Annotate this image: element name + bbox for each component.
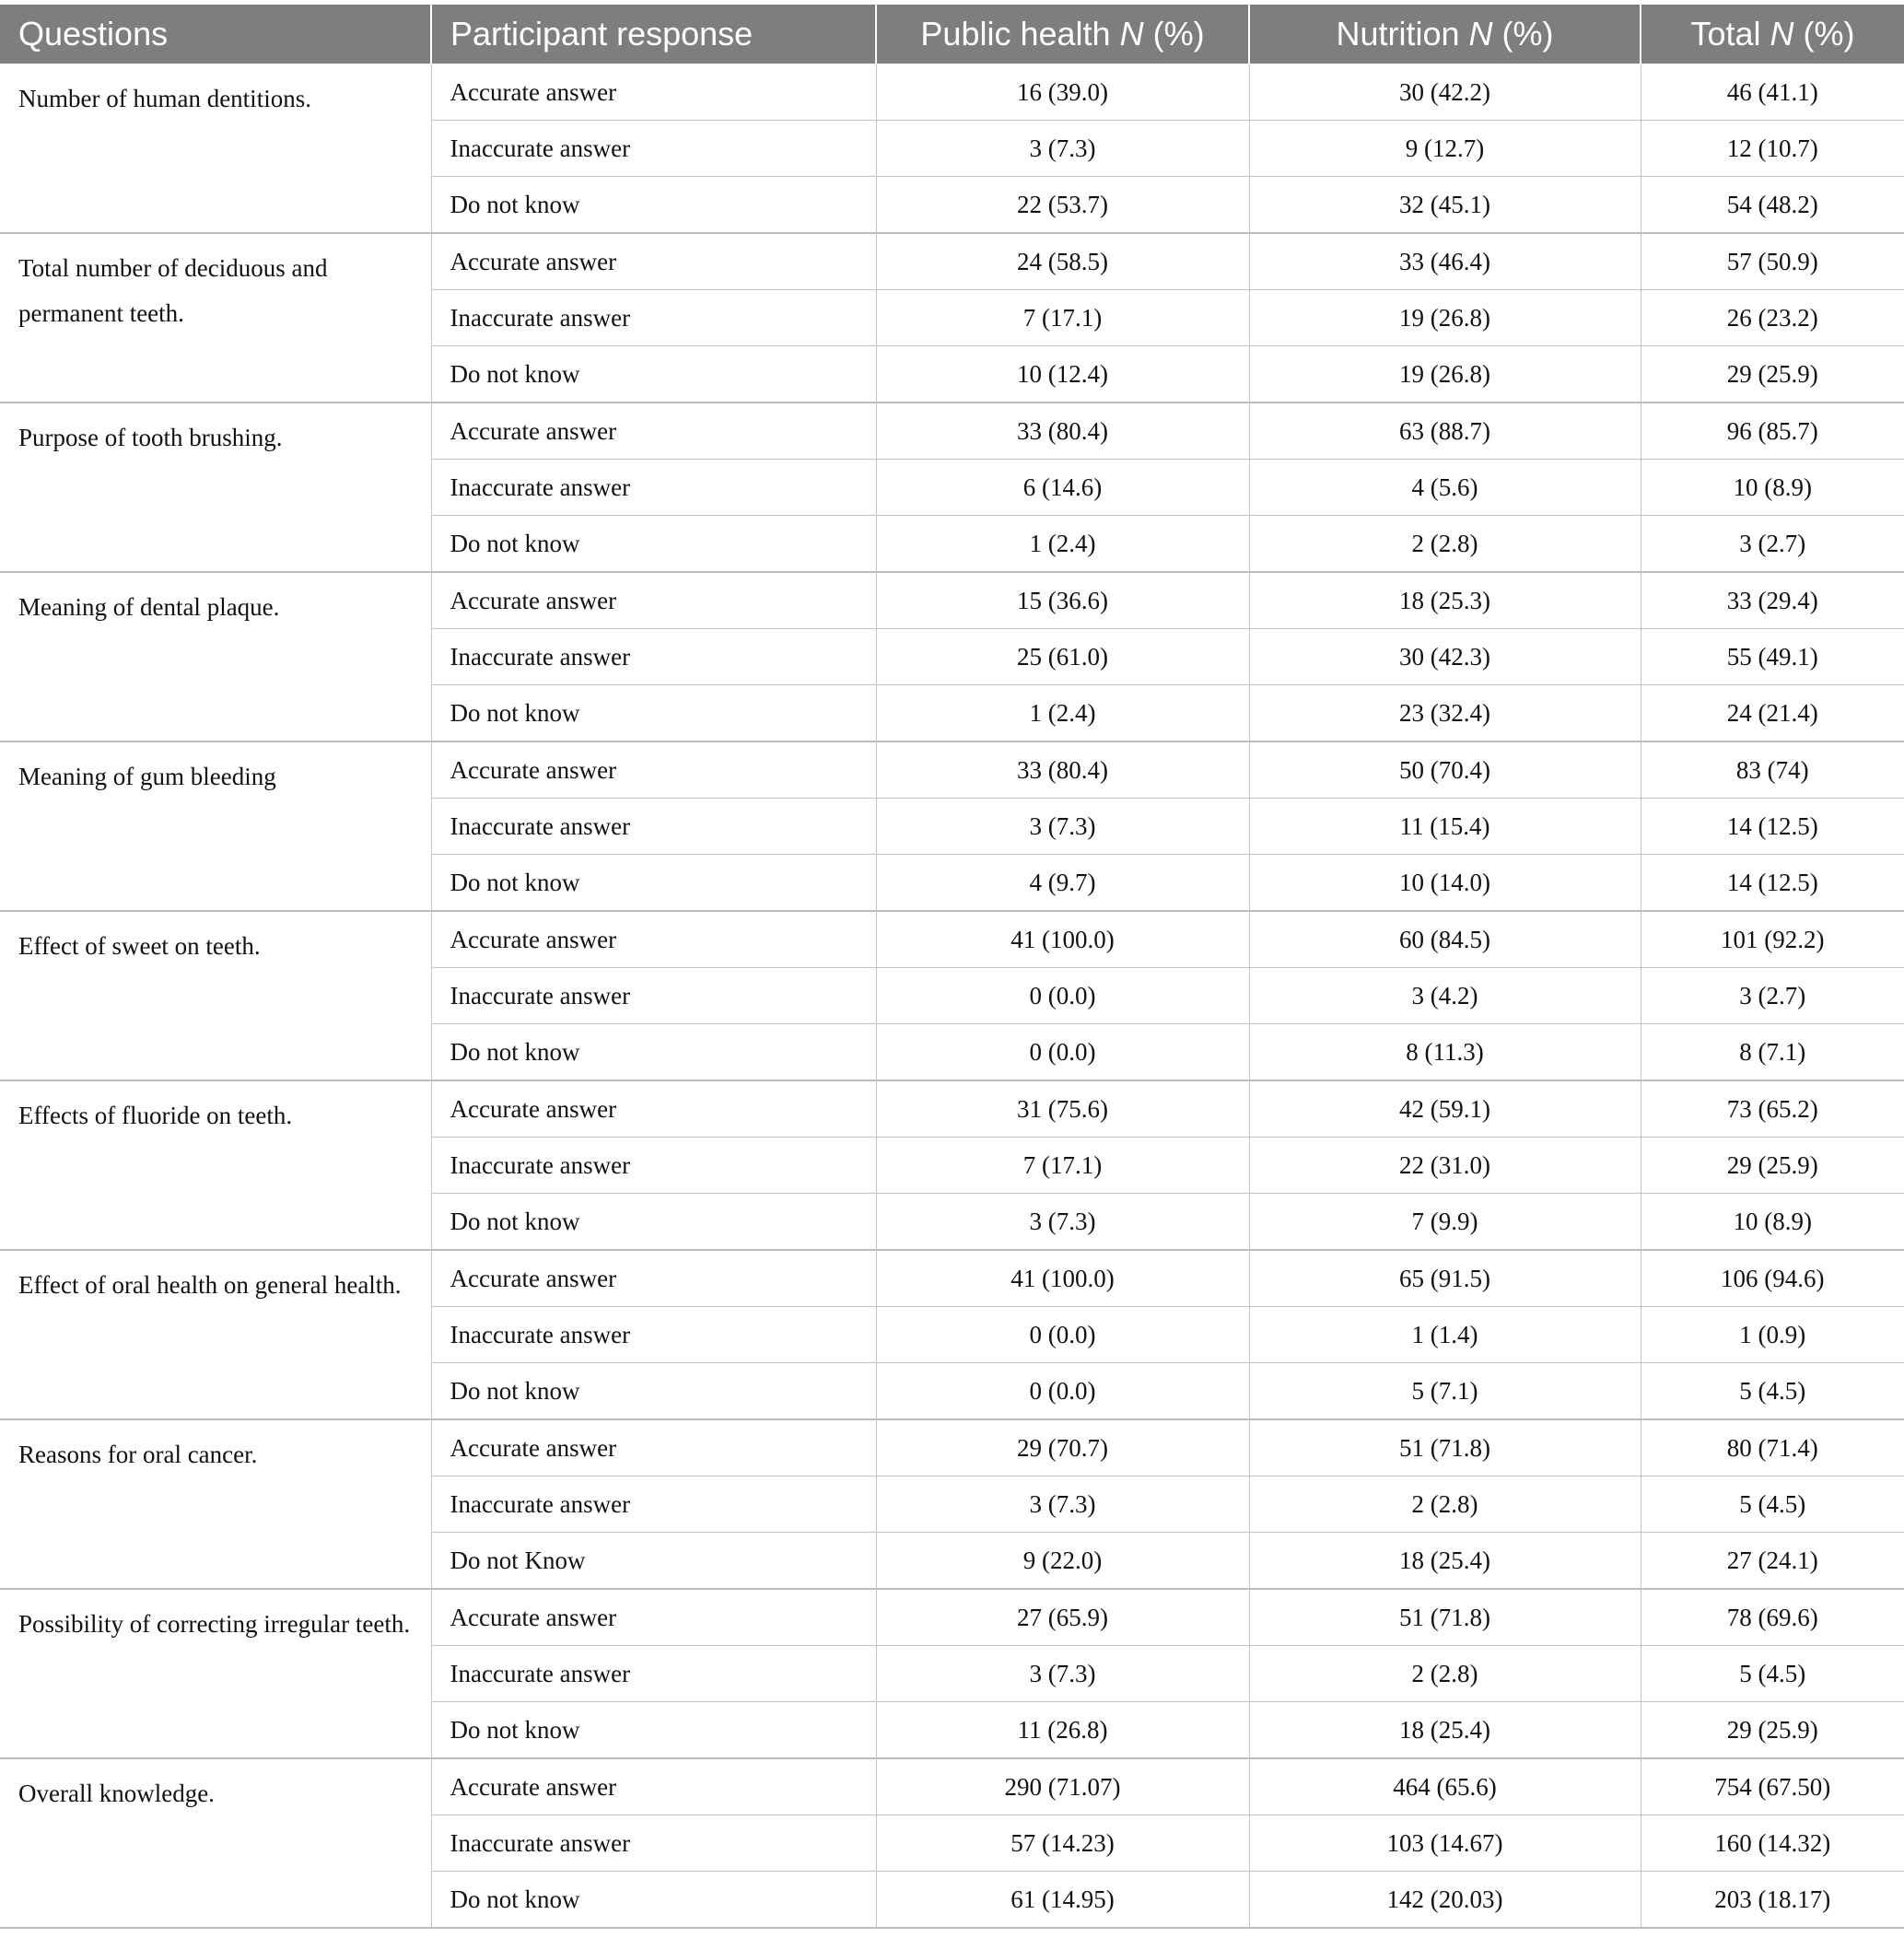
total-cell: 24 (21.4)	[1641, 685, 1904, 742]
total-cell: 26 (23.2)	[1641, 290, 1904, 346]
total-cell: 5 (4.5)	[1641, 1363, 1904, 1420]
response-cell: Inaccurate answer	[431, 1646, 876, 1702]
total-cell: 46 (41.1)	[1641, 64, 1904, 121]
nutrition-cell: 4 (5.6)	[1249, 460, 1641, 516]
total-cell: 754 (67.50)	[1641, 1758, 1904, 1815]
question-cell: Effect of sweet on teeth.	[0, 911, 431, 1080]
response-cell: Inaccurate answer	[431, 968, 876, 1024]
response-cell: Do not know	[431, 1194, 876, 1251]
table-row	[0, 1758, 1904, 1815]
public-health-cell: 7 (17.1)	[876, 1138, 1249, 1194]
nutrition-cell: 3 (4.2)	[1249, 968, 1641, 1024]
response-cell: Accurate answer	[431, 403, 876, 460]
total-cell: 10 (8.9)	[1641, 460, 1904, 516]
response-cell: Do not know	[431, 516, 876, 573]
response-cell: Inaccurate answer	[431, 629, 876, 685]
nutrition-cell: 1 (1.4)	[1249, 1307, 1641, 1363]
public-health-cell: 15 (36.6)	[876, 572, 1249, 629]
table-row	[0, 64, 1904, 121]
total-cell: 3 (2.7)	[1641, 516, 1904, 573]
total-cell: 29 (25.9)	[1641, 346, 1904, 403]
nutrition-cell: 2 (2.8)	[1249, 1646, 1641, 1702]
table-row	[0, 1589, 1904, 1646]
public-health-cell: 41 (100.0)	[876, 911, 1249, 968]
nutrition-cell: 23 (32.4)	[1249, 685, 1641, 742]
response-cell: Do not know	[431, 685, 876, 742]
nutrition-cell: 30 (42.3)	[1249, 629, 1641, 685]
response-cell: Inaccurate answer	[431, 460, 876, 516]
total-cell: 54 (48.2)	[1641, 177, 1904, 234]
total-cell: 14 (12.5)	[1641, 855, 1904, 912]
response-cell: Accurate answer	[431, 1250, 876, 1307]
response-cell: Inaccurate answer	[431, 290, 876, 346]
total-cell: 10 (8.9)	[1641, 1194, 1904, 1251]
total-cell: 27 (24.1)	[1641, 1533, 1904, 1590]
public-health-cell: 57 (14.23)	[876, 1815, 1249, 1872]
total-cell: 57 (50.9)	[1641, 233, 1904, 290]
total-cell: 8 (7.1)	[1641, 1024, 1904, 1081]
nutrition-cell: 51 (71.8)	[1249, 1419, 1641, 1476]
header-total: Total N (%)	[1641, 5, 1904, 64]
question-cell: Effect of oral health on general health.	[0, 1250, 431, 1419]
public-health-cell: 22 (53.7)	[876, 177, 1249, 234]
total-cell: 78 (69.6)	[1641, 1589, 1904, 1646]
response-cell: Do not know	[431, 177, 876, 234]
total-cell: 101 (92.2)	[1641, 911, 1904, 968]
nutrition-cell: 8 (11.3)	[1249, 1024, 1641, 1081]
total-cell: 33 (29.4)	[1641, 572, 1904, 629]
public-health-cell: 61 (14.95)	[876, 1872, 1249, 1929]
header-row	[0, 5, 1904, 64]
question-cell: Effects of fluoride on teeth.	[0, 1080, 431, 1250]
public-health-cell: 27 (65.9)	[876, 1589, 1249, 1646]
response-cell: Accurate answer	[431, 911, 876, 968]
question-cell: Overall knowledge.	[0, 1758, 431, 1928]
question-cell: Total number of deciduous and permanent teeth.	[0, 233, 431, 403]
question-cell: Purpose of tooth brushing.	[0, 403, 431, 572]
public-health-cell: 3 (7.3)	[876, 121, 1249, 177]
response-cell: Inaccurate answer	[431, 121, 876, 177]
nutrition-cell: 5 (7.1)	[1249, 1363, 1641, 1420]
nutrition-cell: 33 (46.4)	[1249, 233, 1641, 290]
table-body	[0, 64, 1904, 1929]
response-cell: Do not know	[431, 855, 876, 912]
response-cell: Inaccurate answer	[431, 1476, 876, 1533]
nutrition-cell: 18 (25.4)	[1249, 1533, 1641, 1590]
response-cell: Accurate answer	[431, 1080, 876, 1138]
table-row	[0, 233, 1904, 290]
total-cell: 1 (0.9)	[1641, 1307, 1904, 1363]
nutrition-cell: 22 (31.0)	[1249, 1138, 1641, 1194]
nutrition-cell: 32 (45.1)	[1249, 177, 1641, 234]
nutrition-cell: 464 (65.6)	[1249, 1758, 1641, 1815]
response-cell: Accurate answer	[431, 1419, 876, 1476]
nutrition-cell: 19 (26.8)	[1249, 346, 1641, 403]
table-row	[0, 403, 1904, 460]
nutrition-cell: 142 (20.03)	[1249, 1872, 1641, 1929]
nutrition-cell: 18 (25.4)	[1249, 1702, 1641, 1759]
total-cell: 29 (25.9)	[1641, 1138, 1904, 1194]
nutrition-cell: 7 (9.9)	[1249, 1194, 1641, 1251]
public-health-cell: 0 (0.0)	[876, 1024, 1249, 1081]
total-cell: 73 (65.2)	[1641, 1080, 1904, 1138]
response-cell: Do not know	[431, 1363, 876, 1420]
total-cell: 83 (74)	[1641, 741, 1904, 799]
nutrition-cell: 19 (26.8)	[1249, 290, 1641, 346]
question-cell: Reasons for oral cancer.	[0, 1419, 431, 1589]
total-cell: 106 (94.6)	[1641, 1250, 1904, 1307]
header-participant-response: Participant response	[431, 5, 876, 64]
public-health-cell: 11 (26.8)	[876, 1702, 1249, 1759]
response-cell: Accurate answer	[431, 1589, 876, 1646]
response-cell: Inaccurate answer	[431, 1815, 876, 1872]
public-health-cell: 6 (14.6)	[876, 460, 1249, 516]
nutrition-cell: 9 (12.7)	[1249, 121, 1641, 177]
public-health-cell: 0 (0.0)	[876, 1363, 1249, 1420]
knowledge-table	[0, 5, 1904, 1929]
response-cell: Accurate answer	[431, 572, 876, 629]
public-health-cell: 7 (17.1)	[876, 290, 1249, 346]
response-cell: Accurate answer	[431, 233, 876, 290]
table-row	[0, 1419, 1904, 1476]
total-cell: 80 (71.4)	[1641, 1419, 1904, 1476]
nutrition-cell: 18 (25.3)	[1249, 572, 1641, 629]
public-health-cell: 33 (80.4)	[876, 403, 1249, 460]
public-health-cell: 3 (7.3)	[876, 1476, 1249, 1533]
public-health-cell: 4 (9.7)	[876, 855, 1249, 912]
public-health-cell: 1 (2.4)	[876, 516, 1249, 573]
public-health-cell: 24 (58.5)	[876, 233, 1249, 290]
public-health-cell: 29 (70.7)	[876, 1419, 1249, 1476]
public-health-cell: 9 (22.0)	[876, 1533, 1249, 1590]
total-cell: 96 (85.7)	[1641, 403, 1904, 460]
table-row	[0, 1250, 1904, 1307]
total-cell: 14 (12.5)	[1641, 799, 1904, 855]
total-cell: 12 (10.7)	[1641, 121, 1904, 177]
question-cell: Meaning of dental plaque.	[0, 572, 431, 741]
nutrition-cell: 2 (2.8)	[1249, 516, 1641, 573]
public-health-cell: 41 (100.0)	[876, 1250, 1249, 1307]
table-row	[0, 1080, 1904, 1138]
nutrition-cell: 60 (84.5)	[1249, 911, 1641, 968]
public-health-cell: 0 (0.0)	[876, 968, 1249, 1024]
response-cell: Inaccurate answer	[431, 1307, 876, 1363]
response-cell: Do not know	[431, 1702, 876, 1759]
public-health-cell: 3 (7.3)	[876, 1194, 1249, 1251]
total-cell: 5 (4.5)	[1641, 1476, 1904, 1533]
nutrition-cell: 10 (14.0)	[1249, 855, 1641, 912]
header-questions: Questions	[0, 5, 431, 64]
total-cell: 203 (18.17)	[1641, 1872, 1904, 1929]
question-cell: Possibility of correcting irregular teeth.	[0, 1589, 431, 1758]
public-health-cell: 3 (7.3)	[876, 799, 1249, 855]
response-cell: Do not Know	[431, 1533, 876, 1590]
public-health-cell: 290 (71.07)	[876, 1758, 1249, 1815]
nutrition-cell: 65 (91.5)	[1249, 1250, 1641, 1307]
total-cell: 5 (4.5)	[1641, 1646, 1904, 1702]
response-cell: Do not know	[431, 346, 876, 403]
nutrition-cell: 51 (71.8)	[1249, 1589, 1641, 1646]
nutrition-cell: 103 (14.67)	[1249, 1815, 1641, 1872]
response-cell: Inaccurate answer	[431, 1138, 876, 1194]
public-health-cell: 1 (2.4)	[876, 685, 1249, 742]
nutrition-cell: 50 (70.4)	[1249, 741, 1641, 799]
total-cell: 29 (25.9)	[1641, 1702, 1904, 1759]
nutrition-cell: 30 (42.2)	[1249, 64, 1641, 121]
nutrition-cell: 63 (88.7)	[1249, 403, 1641, 460]
nutrition-cell: 42 (59.1)	[1249, 1080, 1641, 1138]
nutrition-cell: 11 (15.4)	[1249, 799, 1641, 855]
header-public-health: Public health N (%)	[876, 5, 1249, 64]
nutrition-cell: 2 (2.8)	[1249, 1476, 1641, 1533]
response-cell: Do not know	[431, 1024, 876, 1081]
public-health-cell: 31 (75.6)	[876, 1080, 1249, 1138]
header-nutrition: Nutrition N (%)	[1249, 5, 1641, 64]
public-health-cell: 10 (12.4)	[876, 346, 1249, 403]
table-row	[0, 911, 1904, 968]
public-health-cell: 25 (61.0)	[876, 629, 1249, 685]
response-cell: Accurate answer	[431, 1758, 876, 1815]
public-health-cell: 0 (0.0)	[876, 1307, 1249, 1363]
total-cell: 3 (2.7)	[1641, 968, 1904, 1024]
response-cell: Accurate answer	[431, 64, 876, 121]
table-row	[0, 572, 1904, 629]
public-health-cell: 16 (39.0)	[876, 64, 1249, 121]
question-cell: Number of human dentitions.	[0, 64, 431, 234]
question-cell: Meaning of gum bleeding	[0, 741, 431, 911]
table-header	[0, 5, 1904, 64]
response-cell: Do not know	[431, 1872, 876, 1929]
response-cell: Inaccurate answer	[431, 799, 876, 855]
total-cell: 160 (14.32)	[1641, 1815, 1904, 1872]
table-row	[0, 741, 1904, 799]
public-health-cell: 3 (7.3)	[876, 1646, 1249, 1702]
total-cell: 55 (49.1)	[1641, 629, 1904, 685]
public-health-cell: 33 (80.4)	[876, 741, 1249, 799]
response-cell: Accurate answer	[431, 741, 876, 799]
